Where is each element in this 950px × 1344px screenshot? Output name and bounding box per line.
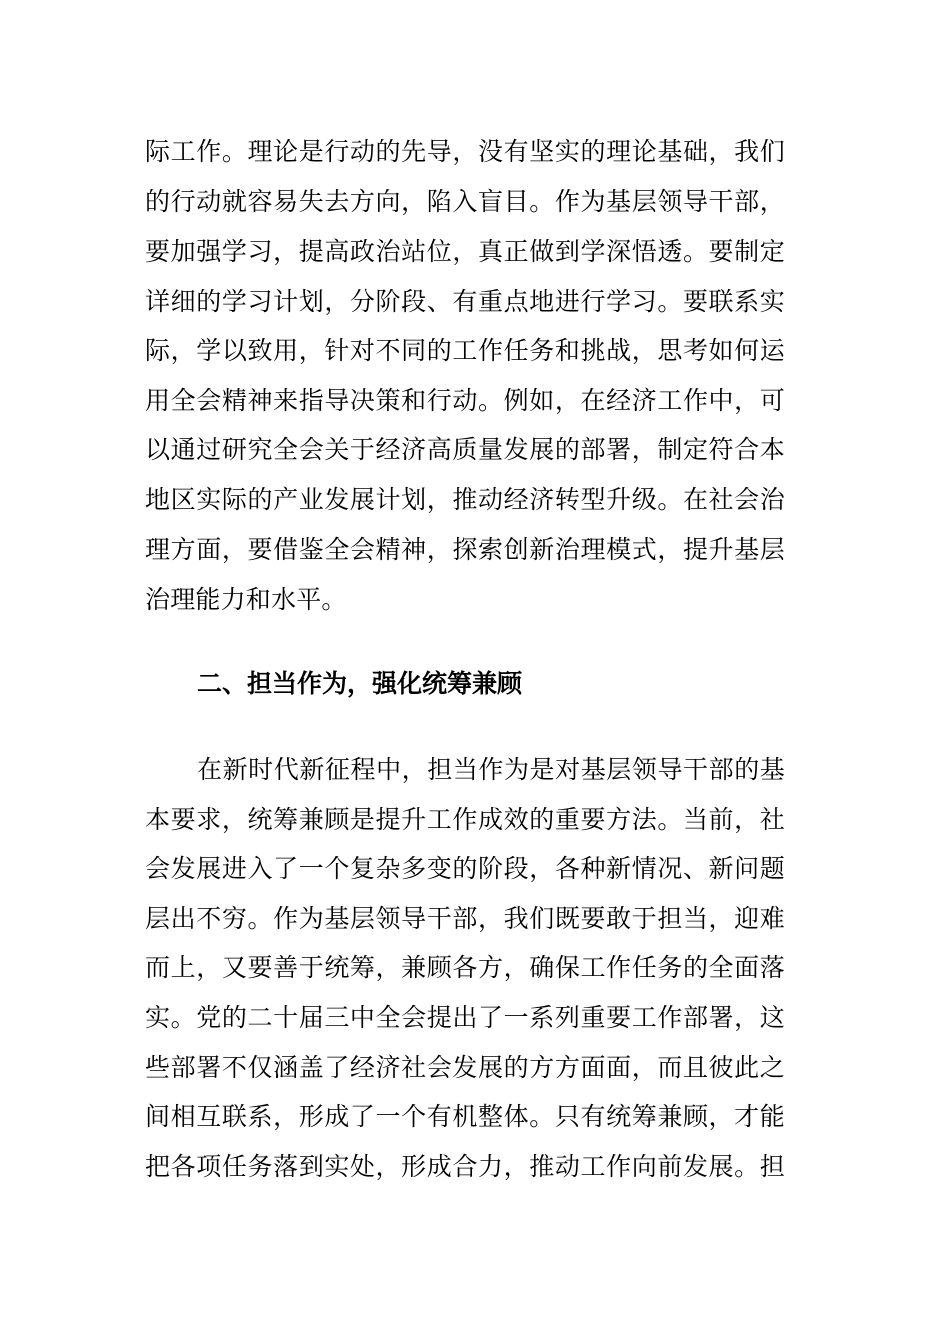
paragraph-1-line-8: 地区实际的产业发展计划，推动经济转型升级。在社会治 bbox=[145, 485, 785, 514]
section-2-line-8: 间相互联系，形成了一个有机整体。只有统筹兼顾，才能 bbox=[145, 1102, 785, 1131]
section-2-line-3: 会发展进入了一个复杂多变的阶段，各种新情况、新问题 bbox=[145, 854, 785, 883]
section-2-heading: 二、担当作为，强化统筹兼顾 bbox=[197, 669, 523, 698]
paragraph-1-line-6: 用全会精神来指导决策和行动。例如，在经济工作中，可 bbox=[145, 386, 785, 415]
paragraph-1-line-4: 详细的学习计划，分阶段、有重点地进行学习。要联系实 bbox=[145, 287, 785, 316]
section-2-line-4: 层出不穷。作为基层领导干部，我们既要敢于担当，迎难 bbox=[145, 904, 785, 933]
paragraph-1-line-5: 际，学以致用，针对不同的工作任务和挑战，思考如何运 bbox=[145, 336, 785, 365]
paragraph-1-line-9: 理方面，要借鉴全会精神，探索创新治理模式，提升基层 bbox=[145, 535, 785, 564]
paragraph-1-line-10: 治理能力和水平。 bbox=[145, 585, 347, 614]
paragraph-1-line-7: 以通过研究全会关于经济高质量发展的部署，制定符合本 bbox=[145, 435, 785, 464]
section-2-line-9: 把各项任务落到实处，形成合力，推动工作向前发展。担 bbox=[145, 1152, 785, 1181]
paragraph-1-line-1: 际工作。理论是行动的先导，没有坚实的理论基础，我们 bbox=[145, 137, 785, 166]
section-2-line-6: 实。党的二十届三中全会提出了一系列重要工作部署，这 bbox=[145, 1003, 785, 1032]
section-2-line-2: 本要求，统筹兼顾是提升工作成效的重要方法。当前，社 bbox=[145, 805, 785, 834]
paragraph-1-line-2: 的行动就容易失去方向，陷入盲目。作为基层领导干部， bbox=[145, 187, 785, 216]
section-2-line-1: 在新时代新征程中，担当作为是对基层领导干部的基 bbox=[197, 755, 785, 784]
paragraph-1-line-3: 要加强学习，提高政治站位，真正做到学深悟透。要制定 bbox=[145, 237, 785, 266]
section-2-line-7: 些部署不仅涵盖了经济社会发展的方方面面，而且彼此之 bbox=[145, 1053, 785, 1082]
section-2-line-5: 而上，又要善于统筹，兼顾各方，确保工作任务的全面落 bbox=[145, 953, 785, 982]
